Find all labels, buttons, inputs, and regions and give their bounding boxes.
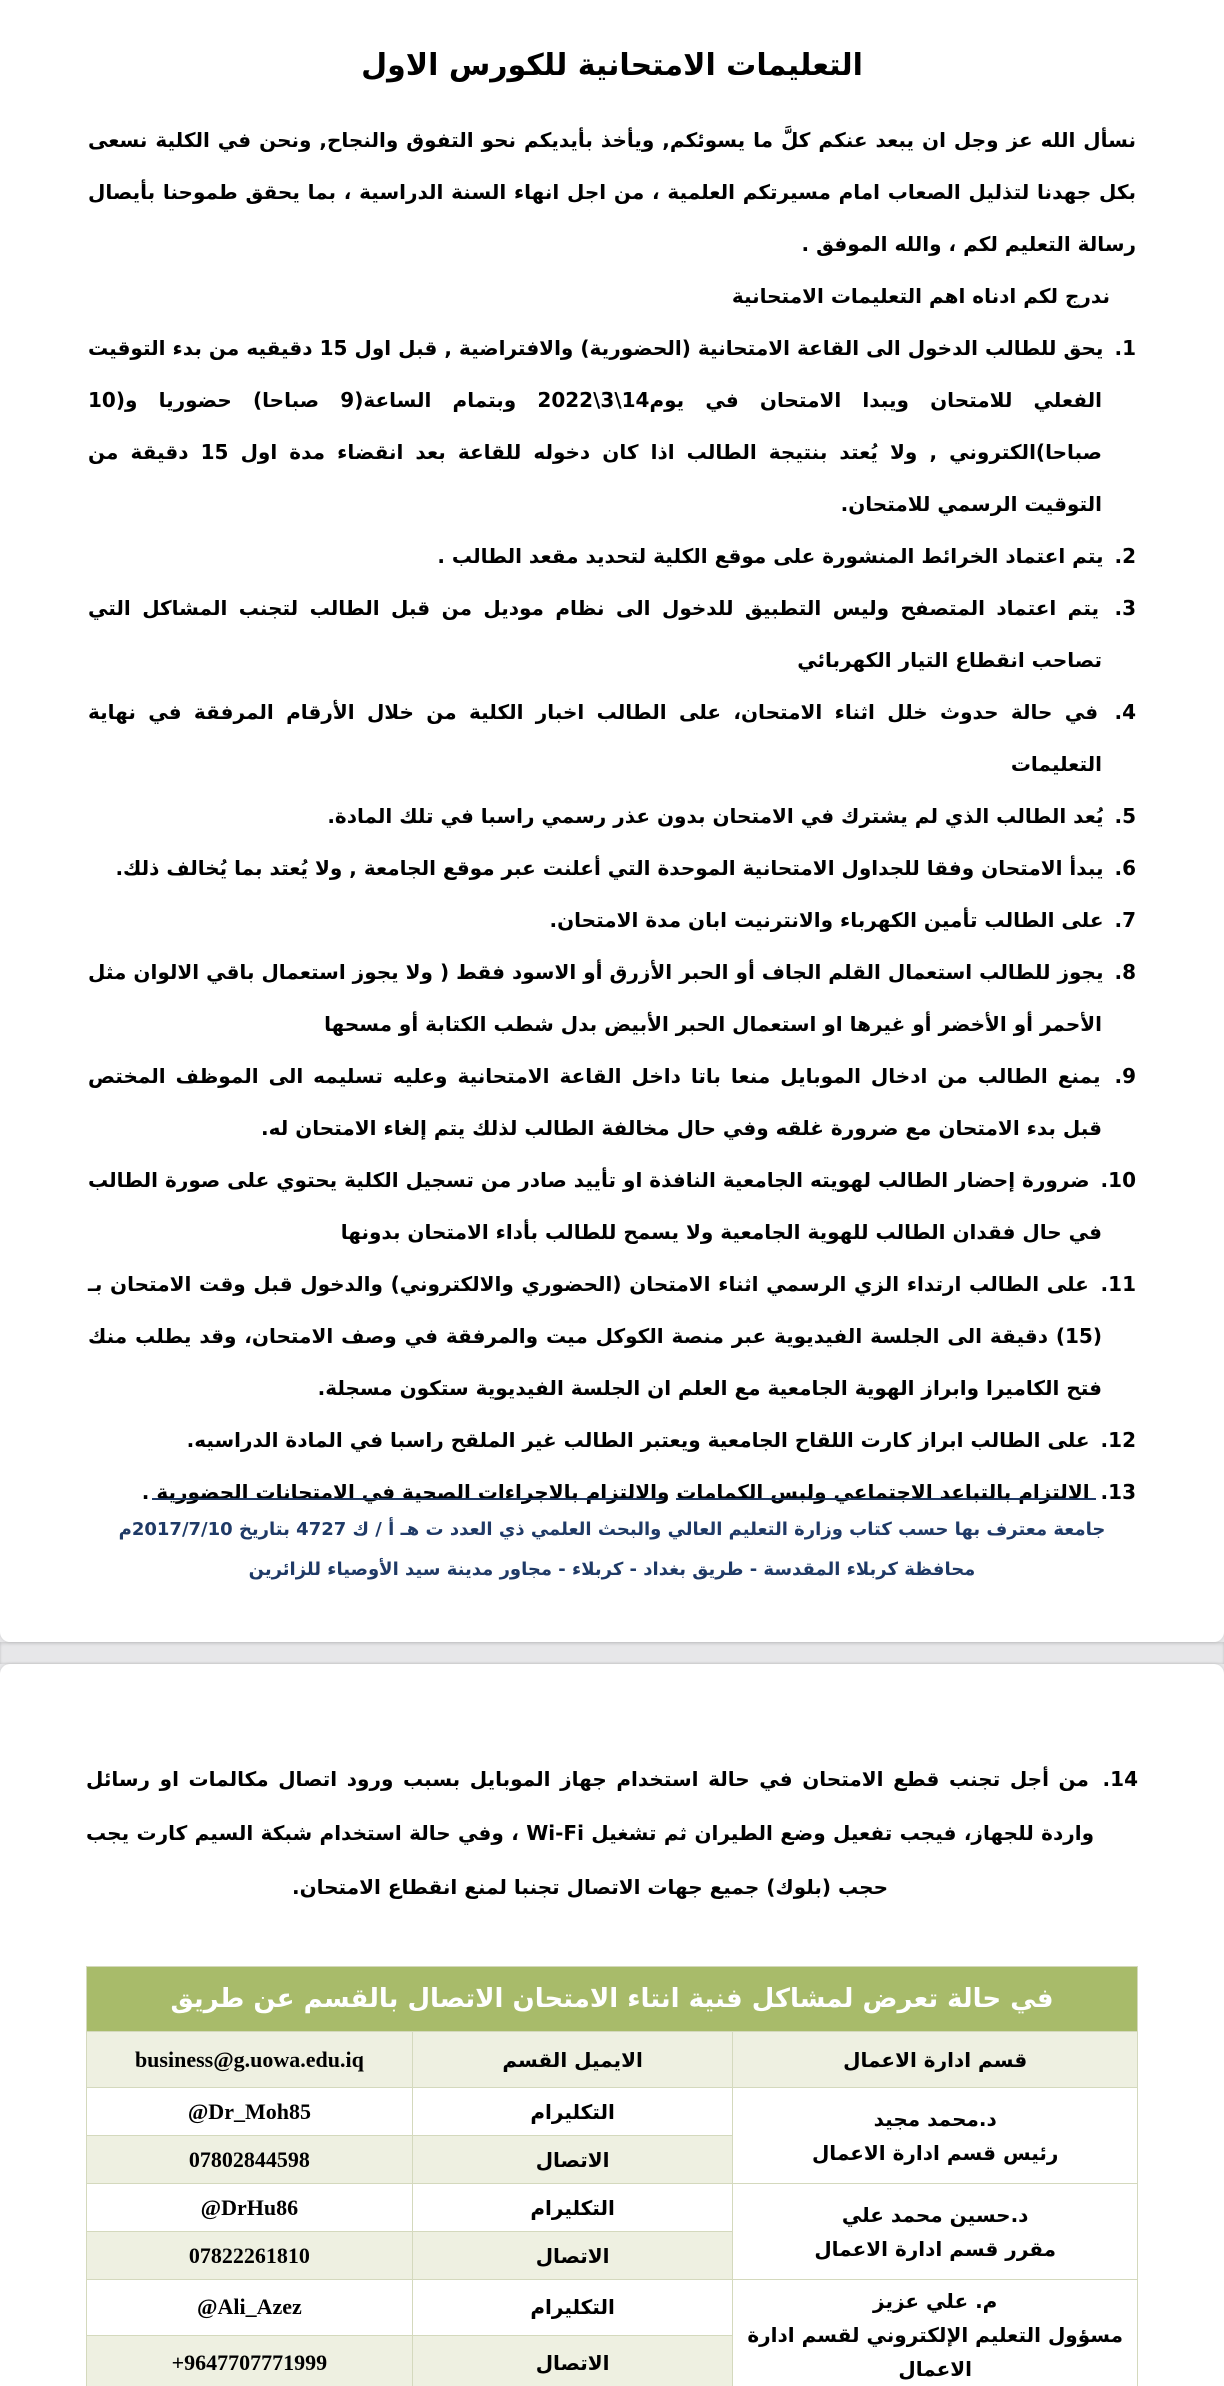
dept-header-cell: قسم ادارة الاعمال (733, 2032, 1138, 2088)
phone-value-cell: +9647707771999 (87, 2335, 413, 2386)
item-text: يمنع الطالب من ادخال الموبايل منعا باتا داخل القاعة الامتحانية وعليه تسليمه الى الموظف المختص قبل بدء الامتحان مع ضرورة غلقه وفي حال مخالفة الطالب لذلك يتم إلغاء الامتحان له. (88, 1064, 1102, 1140)
item-number: 8. (1114, 960, 1136, 984)
item-number: 5. (1114, 804, 1136, 828)
instruction-item-7 (88, 894, 1136, 946)
item-number: 11. (1100, 1272, 1136, 1296)
email-value-cell: business@g.uowa.edu.iq (87, 2032, 413, 2088)
telegram-value-cell: @Dr_Moh85 (87, 2088, 413, 2136)
item-number: 10. (1100, 1168, 1136, 1192)
item-number: 3. (1114, 596, 1137, 620)
person-name: م. علي عزيز (873, 2289, 998, 2313)
item-number: 2. (1114, 544, 1136, 568)
item-text: الالتزام بالتباعد الاجتماعي ولبس الكمامات والالتزام بالاجراءات الصحية في الامتحانات الحضورية . (141, 1480, 1090, 1504)
call-label-cell: الاتصال (412, 2335, 733, 2386)
item-text: في حالة حدوث خلل اثناء الامتحان، على الطالب اخبار الكلية من خلال الأرقام المرفقة في نهاية التعليمات (88, 700, 1102, 776)
page-footer (88, 1498, 1136, 1590)
instruction-item-6 (88, 842, 1136, 894)
item-number: 12. (1100, 1428, 1136, 1452)
item-number: 9. (1114, 1064, 1136, 1088)
email-label-cell: الايميل القسم (412, 2032, 733, 2088)
item-text: يبدأ الامتحان وفقا للجداول الامتحانية الموحدة التي أعلنت عبر موقع الجامعة , ولا يُعتد بما يُخالف ذلك. (115, 856, 1104, 880)
person-name: د.حسين محمد علي (841, 2202, 1029, 2227)
instruction-list (88, 322, 1136, 1518)
person-role: رئيس قسم ادارة الاعمال (811, 2140, 1059, 2165)
contact-banner: في حالة تعرض لمشاكل فنية انتاء الامتحان الاتصال بالقسم عن طريق (87, 1967, 1138, 2032)
instruction-item-8 (88, 946, 1136, 1050)
item-text: ضرورة إحضار الطالب لهويته الجامعية النافذة او تأييد صادر من تسجيل الكلية يحتوي على صورة الطالب في حال فقدان الطالب للهوية الجامعية ولا يسمح للطالب بأداء الامتحان بدونها (88, 1168, 1102, 1244)
item-text: على الطالب ابراز كارت اللقاح الجامعية ويعتبر الطالب غير الملقح راسبا في المادة الدراسيه. (186, 1428, 1090, 1452)
phone-value-cell: 07802844598 (87, 2136, 413, 2184)
instruction-item-14 (86, 1752, 1138, 1914)
instruction-item-10 (88, 1154, 1136, 1258)
telegram-label-cell: التكليرام (412, 2280, 733, 2336)
item-text: يحق للطالب الدخول الى القاعة الامتحانية (الحضورية) والافتراضية , قبل اول 15 دقيقيه من بدء التوقيت الفعلي للامتحان ويبدا الامتحان في يوم14\3\2022 وبتمام الساعة(9 صباحا) حضوريا و(10 صباحا)الكتروني , ولا يُعتد بنتيجة الطالب اذا كان دخوله للقاعة بعد انقضاء مدة اول 15 دقيقة من التوقيت الرسمي للامتحان. (88, 336, 1104, 516)
item-text: من أجل تجنب قطع الامتحان في حالة استخدام جهاز الموبايل بسبب ورود اتصال مكالمات او رسائل واردة للجهاز، فيجب تفعيل وضع الطيران ثم تشغيل Wi-Fi ، وفي حالة استخدام شبكة السيم كارت يجب حجب (بلوك) جميع جهات الاتصال تجنبا لمنع انقطاع الامتحان. (86, 1767, 1095, 1899)
contact-table (86, 1966, 1138, 2386)
footer-divider (152, 1498, 1096, 1500)
page-2 (0, 1664, 1224, 2386)
instruction-item-11 (88, 1258, 1136, 1414)
list-intro: ندرج لكم ادناه اهم التعليمات الامتحانية (731, 284, 1110, 308)
phone-value-cell: 07822261810 (87, 2232, 413, 2280)
item-text: يتم اعتماد المتصفح وليس التطبيق للدخول الى نظام موديل من قبل الطالب لتجنب المشاكل التي تصاحب انقطاع التيار الكهربائي (88, 596, 1102, 672)
instruction-item-3 (88, 582, 1136, 686)
item-number: 14. (1102, 1767, 1138, 1791)
item-number: 7. (1114, 908, 1136, 932)
instruction-item-12 (88, 1414, 1136, 1466)
person-cell (733, 2088, 1138, 2184)
item-number: 6. (1114, 856, 1136, 880)
item-text: يجوز للطالب استعمال القلم الجاف أو الحبر الأزرق أو الاسود فقط ( ولا يجوز استعمال باقي الالوان مثل الأحمر أو الأخضر أو غيرها او استعمال الحبر الأبيض بدل شطب الكتابة أو مسحها (88, 960, 1104, 1036)
person-cell (733, 2184, 1138, 2280)
item-text: على الطالب ارتداء الزي الرسمي اثناء الامتحان (الحضوري والالكتروني) والدخول قبل وقت الامتحان بـ (15) دقيقة الى الجلسة الفيديوية عبر منصة الكوكل ميت والمرفقة في وصف الامتحان، وقد يطلب منك فتح الكاميرا وابراز الهوية الجامعية مع العلم ان الجلسة الفيديوية ستكون مسجلة. (88, 1272, 1102, 1400)
intro-paragraph: نسأل الله عز وجل ان يبعد عنكم كلَّ ما يسوئكم, ويأخذ بأيديكم نحو التفوق والنجاح, ونحن في الكلية نسعى بكل جهدنا لتذليل الصعاب امام مسيرتكم العلمية ، من اجل انهاء السنة الدراسية ، بما يحقق طموحنا بأيصال رسالة التعليم لكم ، والله الموفق . (88, 128, 1136, 256)
telegram-value-cell: @DrHu86 (87, 2184, 413, 2232)
instruction-item-1 (88, 322, 1136, 530)
footer-accreditation: جامعة معترف بها حسب كتاب وزارة التعليم العالي والبحث العلمي ذي العدد ت هـ أ / ك 4727 بتاريخ 2017/7/10م (118, 1519, 1106, 1540)
instruction-item-4 (88, 686, 1136, 790)
item-number: 4. (1114, 700, 1136, 724)
telegram-value-cell: @Ali_Azez (87, 2280, 413, 2336)
telegram-label-cell: التكليرام (412, 2088, 733, 2136)
item-text: يُعد الطالب الذي لم يشترك في الامتحان بدون عذر رسمي راسبا في تلك المادة. (327, 804, 1104, 828)
item-text: يتم اعتماد الخرائط المنشورة على موقع الكلية لتحديد مقعد الطالب . (437, 544, 1104, 568)
person-cell (733, 2280, 1138, 2386)
instruction-item-5 (88, 790, 1136, 842)
telegram-label-cell: التكليرام (412, 2184, 733, 2232)
item-text: على الطالب تأمين الكهرباء والانترنيت ابان مدة الامتحان. (549, 908, 1104, 932)
footer-address: محافظة كربلاء المقدسة - طريق بغداد - كربلاء - مجاور مدينة سيد الأوصياء للزائرين (248, 1559, 976, 1580)
document-title: التعليمات الامتحانية للكورس الاول (361, 48, 863, 83)
item-number: 1. (1114, 336, 1136, 360)
instruction-item-9 (88, 1050, 1136, 1154)
item-number: 13. (1100, 1480, 1136, 1504)
call-label-cell: الاتصال (412, 2136, 733, 2184)
person-name: د.محمد مجيد (873, 2106, 997, 2131)
person-role: مقرر قسم ادارة الاعمال (814, 2236, 1057, 2261)
instruction-item-2 (88, 530, 1136, 582)
call-label-cell: الاتصال (412, 2232, 733, 2280)
person-role: مسؤول التعليم الإلكتروني لقسم ادارة الاعمال (747, 2323, 1124, 2381)
page-gap (0, 1642, 1224, 1664)
